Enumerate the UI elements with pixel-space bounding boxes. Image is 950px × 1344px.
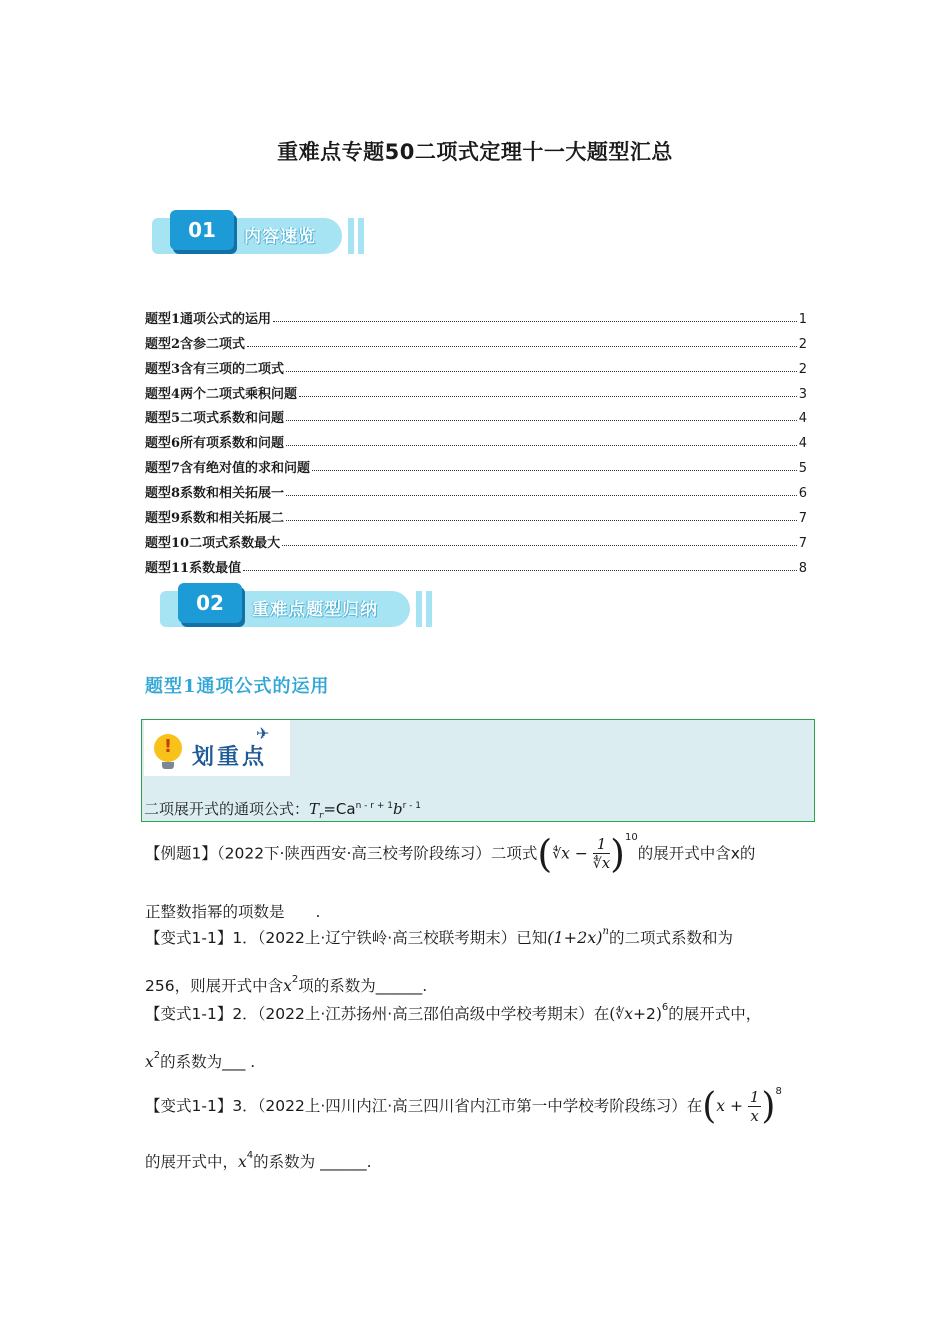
toc-entry[interactable]: 题型5二项式系数和问题 4 (145, 411, 807, 427)
toc-entry[interactable]: 题型9系数和相关拓展二 7 (145, 511, 807, 527)
paper-plane-icon: ✈ (256, 724, 270, 743)
toc-entry[interactable]: 题型3含有三项的二项式 2 (145, 361, 807, 377)
banner-number: 02 (178, 583, 242, 623)
variant-2: 【变式1-1】2．（2022上·江苏扬州·高三邵伯高级中学校考期末）在(∜x+2)$^6$的展开式中， (145, 1002, 762, 1023)
key-point-badge (144, 720, 290, 776)
toc-entry[interactable]: 题型7含有绝对值的求和问题 5 (145, 461, 807, 477)
toc-entry[interactable]: 题型1通项公式的运用 1 (145, 311, 807, 327)
banner-label: 内容速览 (244, 227, 316, 247)
toc-entry[interactable]: 题型11系数最值 8 (145, 560, 807, 576)
example-1: 【例题1】（2022下·陕西西安·高三校考阶段练习）二项式(∜x − $\frac{1}{∜x}$ )$^{10}$的展开式中含x的 (145, 832, 756, 876)
example-1-line2: 正整数指幂的项数是 . (145, 903, 321, 921)
variant-2-line2: $x^2$的系数为___ . (145, 1050, 256, 1071)
toc-entry[interactable]: 题型2含参二项式 2 (145, 336, 807, 352)
variant-3-line2: 的展开式中，$x^4$的系数为 ______. (145, 1150, 372, 1171)
banner-number: 01 (170, 210, 234, 250)
toc-entry[interactable]: 题型4两个二项式乘积问题 3 (145, 386, 807, 402)
variant-3: 【变式1-1】3．（2022上·四川内江·高三四川省内江市第一中学校考阶段练习）在(x + $\frac{1}{x}$ )$^8$ (145, 1086, 782, 1127)
badge-label: 划重点 (192, 745, 268, 770)
lightbulb-base (162, 762, 174, 769)
banner-label: 重难点题型归纳 (252, 600, 378, 620)
section-banner-contents (152, 210, 372, 254)
lightbulb-icon (154, 734, 182, 762)
variant-1: 【变式1-1】1．（2022上·辽宁铁岭·高三校联考期末）已知$(1+2x)^n$的二项式系数和为 (145, 926, 733, 947)
variant-1-line2: 256，则展开式中含$x^2$项的系数为______. (145, 974, 428, 995)
key-point-box (141, 719, 815, 822)
section-heading: 题型1通项公式的运用 (145, 676, 330, 697)
section-banner-summary (160, 583, 440, 627)
page-title: 重难点专题50二项式定理十一大题型汇总 (277, 140, 673, 164)
general-term-formula: 二项展开式的通项公式：$T_r=Ca^{n - r + 1}b^{r - 1}$ (144, 800, 421, 821)
table-of-contents (145, 302, 807, 576)
toc-entry[interactable]: 题型8系数和相关拓展一 6 (145, 486, 807, 502)
toc-entry[interactable]: 题型10二项式系数最大 7 (145, 535, 807, 551)
toc-entry[interactable]: 题型6所有项系数和问题 4 (145, 436, 807, 452)
